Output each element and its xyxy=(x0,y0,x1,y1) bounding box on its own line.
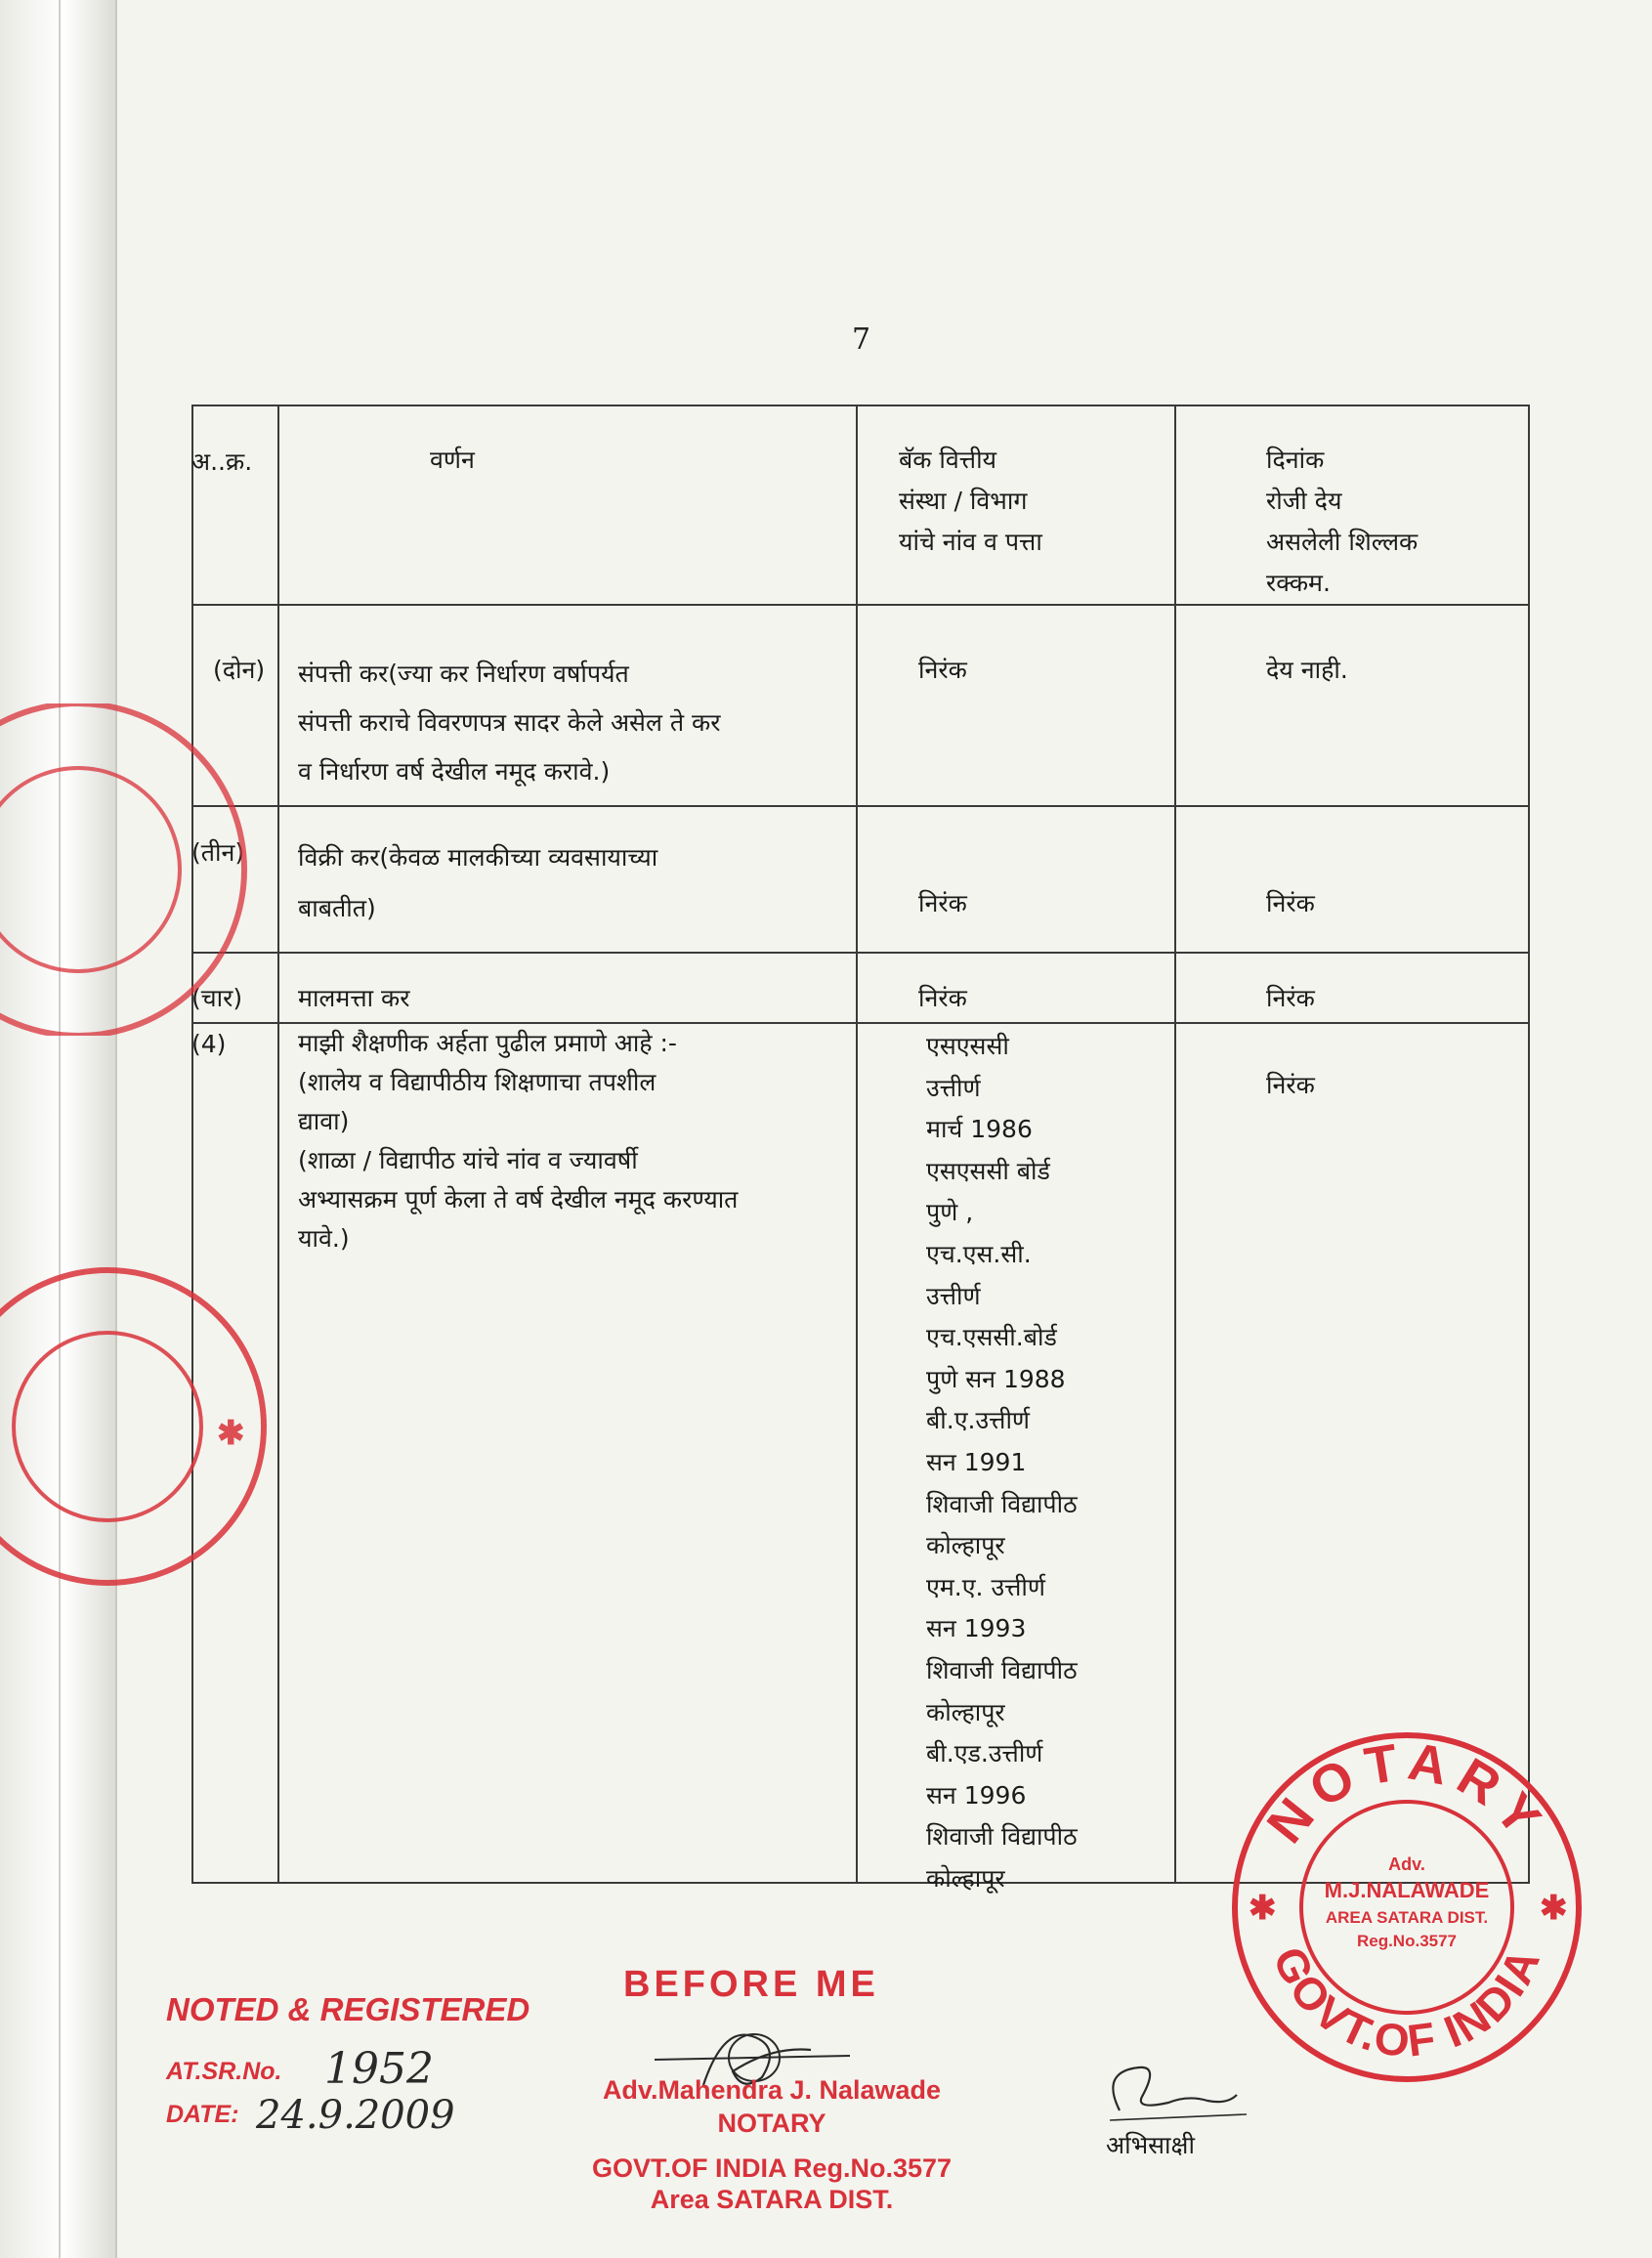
seal-bottom-text: GOVT.OF INDIA xyxy=(1263,1938,1550,2067)
header-serial: अ..क्र. xyxy=(191,447,253,476)
education-line: कोल्हापूर xyxy=(926,1531,1005,1560)
education-line: पुणे , xyxy=(926,1198,974,1227)
row-amount: निरंक xyxy=(1266,1071,1315,1099)
education-line: एच.एससी.बोर्ड xyxy=(926,1323,1057,1352)
education-line: सन 1996 xyxy=(926,1780,1027,1810)
before-me: BEFORE ME xyxy=(623,1964,879,2005)
row-description: विक्री कर(केवळ मालकीच्या व्यवसायाच्या बाबतीत) xyxy=(298,843,658,922)
row-bank: निरंक xyxy=(918,656,967,684)
notary-label: NOTARY xyxy=(717,2109,826,2138)
seal-line: AREA SATARA DIST. xyxy=(1325,1908,1489,1927)
education-line: सन 1993 xyxy=(926,1614,1027,1643)
advocate-name: Adv.Mahendra J. Nalawade xyxy=(602,2075,942,2105)
education-line: पुणे सन 1988 xyxy=(926,1364,1066,1393)
row-bank: निरंक xyxy=(918,889,967,917)
header-amount: दिनांक रोजी देय असलेली शिल्लक रक्कम. xyxy=(1266,446,1419,597)
noted-registered-title: NOTED & REGISTERED xyxy=(166,1991,530,2027)
star-icon: ✱ xyxy=(1540,1890,1568,1927)
sr-number: 1952 xyxy=(324,2044,434,2094)
header-description: वर्णन xyxy=(430,446,475,474)
seal-line: Reg.No.3577 xyxy=(1356,1932,1458,1950)
education-line: एसएससी बोर्ड xyxy=(926,1156,1050,1185)
education-line: मार्च 1986 xyxy=(926,1115,1033,1144)
education-line: सन 1991 xyxy=(926,1447,1027,1476)
sr-label: AT.SR.No. xyxy=(166,2058,282,2085)
education-line: एसएससी xyxy=(926,1032,1009,1060)
row-description: मालमत्ता कर xyxy=(298,984,410,1012)
partial-seal-left-icon xyxy=(0,1241,293,1612)
education-line: बी.एड.उत्तीर्ण xyxy=(926,1739,1043,1768)
row-bank: निरंक xyxy=(918,984,967,1012)
date-value: 24.9.2009 xyxy=(256,2093,455,2138)
header-bank: बॅक वित्तीय संस्था / विभाग यांचे नांव व पत्ता xyxy=(899,446,1042,556)
page-number: 7 xyxy=(852,322,871,357)
education-line: एम.ए. उत्तीर्ण xyxy=(926,1572,1045,1601)
row-serial: (4) xyxy=(191,1030,227,1058)
witness-label: अभिसाक्षी xyxy=(1106,2131,1195,2159)
row-description: संपत्ती कर(ज्या कर निर्धारण वर्षापर्यत संपत्ती कराचे विवरणपत्र सादर केले असेल ते कर व निर्धारण वर्ष देखील नमूद करावे.) xyxy=(298,660,721,786)
row-serial: (तीन) xyxy=(191,838,245,867)
registration-number: GOVT.OF INDIA Reg.No.3577 xyxy=(591,2153,953,2183)
star-icon: ✱ xyxy=(1249,1890,1277,1927)
row-amount: निरंक xyxy=(1266,984,1315,1012)
svg-text:NOTARY xyxy=(1256,1731,1558,1853)
area-label: Area SATARA DIST. xyxy=(650,2185,894,2214)
education-line: शिवाजी विद्यापीठ xyxy=(926,1822,1078,1852)
seal-top-text: NOTARY xyxy=(1255,1731,1558,1854)
partial-seal-left-top-icon xyxy=(0,703,264,1036)
education-line: शिवाजी विद्यापीठ xyxy=(926,1489,1078,1518)
binding-strip xyxy=(0,0,117,2258)
row-serial: (चार) xyxy=(191,984,243,1012)
education-line: उत्तीर्ण xyxy=(926,1073,981,1102)
row-amount: देय नाही. xyxy=(1266,656,1348,684)
notary-seal-icon xyxy=(1221,1722,1592,2093)
education-line: बी.ए.उत्तीर्ण xyxy=(926,1406,1030,1435)
education-line: शिवाजी विद्यापीठ xyxy=(926,1655,1078,1684)
education-line: कोल्हापूर xyxy=(926,1697,1005,1726)
row-amount: निरंक xyxy=(1266,889,1315,917)
education-line: कोल्हापूर xyxy=(926,1863,1005,1893)
date-label: DATE: xyxy=(166,2101,239,2128)
education-line: उत्तीर्ण xyxy=(926,1281,981,1310)
education-line: एच.एस.सी. xyxy=(926,1239,1032,1268)
star-icon: ✱ xyxy=(217,1415,245,1452)
seal-line: Adv. xyxy=(1388,1854,1425,1874)
education-list xyxy=(926,1026,1078,1899)
row-serial: (दोन) xyxy=(213,656,266,684)
row-description: माझी शैक्षणीक अर्हता पुढील प्रमाणे आहे :- (शालेय व विद्यापीठीय शिक्षणाचा तपशील द्यावा) (शाळा / विद्यापीठ यांचे नांव व ज्यावर्षी अभ्यासक्रम पूर्ण केला ते वर्ष देखील नमूद करण्यात यावे.) xyxy=(298,1029,739,1253)
seal-line: M.J.NALAWADE xyxy=(1324,1878,1490,1902)
